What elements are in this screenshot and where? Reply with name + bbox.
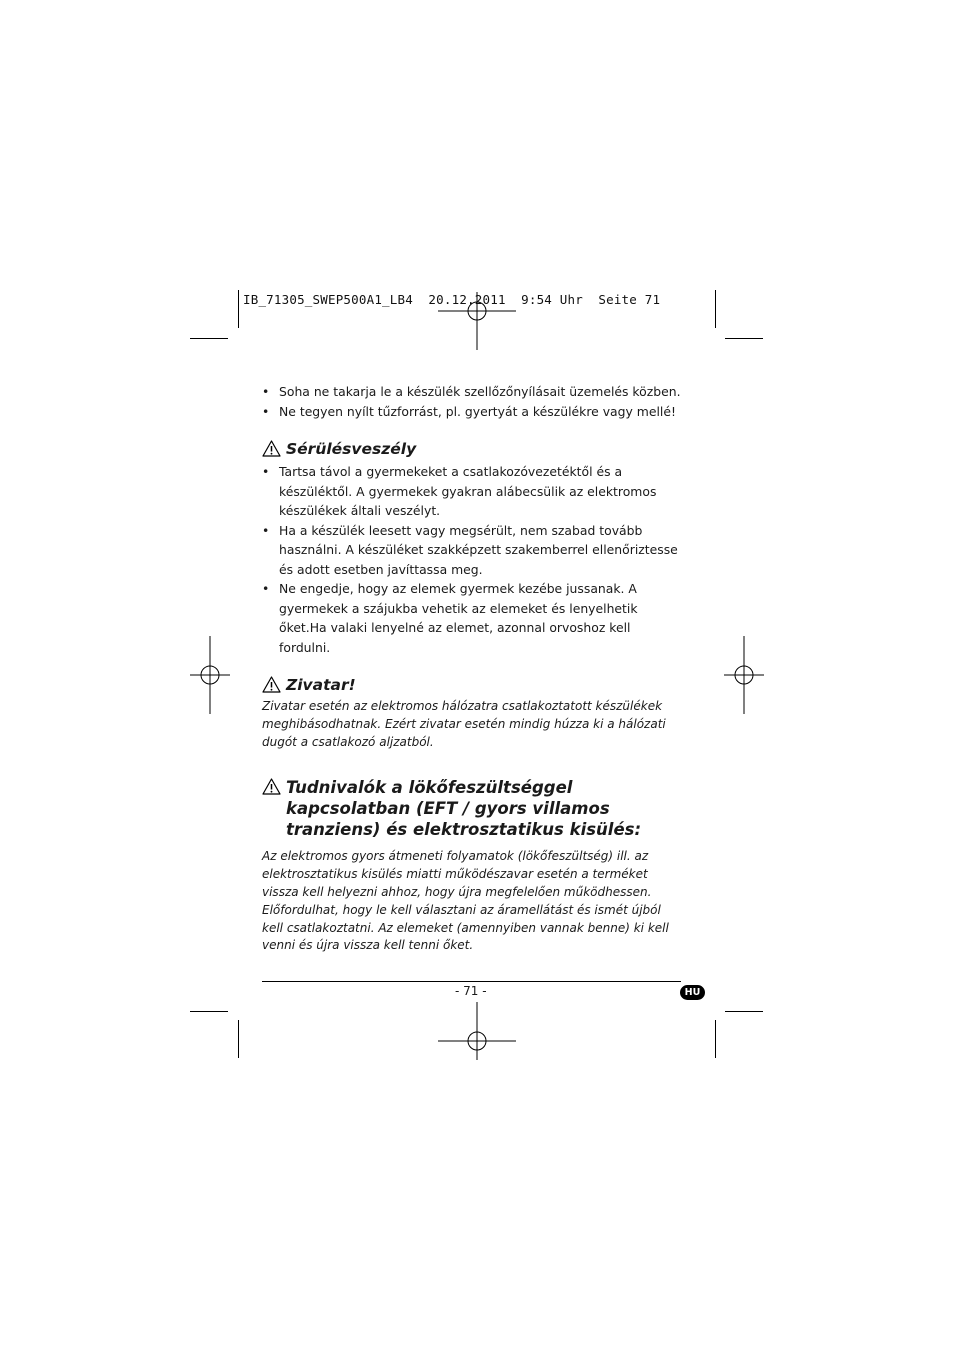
- crop-mark: [715, 290, 716, 328]
- list-item: • Ne engedje, hogy az elemek gyermek kezébe jussanak. A gyermekek a szájukba vehetik az elemeket és lenyelhetik őket.Ha valaki lenyelné az elemet, azonnal orvoshoz kell fordulni.: [262, 579, 682, 657]
- warning-triangle-icon: [262, 778, 281, 795]
- crop-mark: [715, 1020, 716, 1058]
- list-item: • Tartsa távol a gyermekeket a csatlakozóvezetéktől és a készüléktől. A gyermekek gyakran alábecsülik az elektromos készülékek általi veszélyt.: [262, 462, 682, 521]
- warning-triangle-icon: [262, 440, 281, 457]
- eft-text: Az elektromos gyors átmeneti folyamatok (lökőfeszültség) ill. az elektrosztatikus kisülés miatti működészavar esetén a terméket vissza kell helyezni ahhoz, hogy újra megfelelően működhessen. Előfordulhat, hogy le kell választani az áramellátást és ismét újból kell csatlakoztatni. Az elemeket (amennyiben vannak benne) ki kell venni és újra vissza kell tenni őket.: [262, 849, 669, 953]
- page-content: [262, 382, 682, 955]
- registration-mark-icon: [438, 1002, 516, 1080]
- crop-mark: [238, 290, 239, 328]
- section-heading-injury: Sérülésveszély: [262, 439, 682, 460]
- language-badge: HU: [680, 985, 705, 1000]
- thunderstorm-text: Zivatar esetén az elektromos hálózatra csatlakoztatott készülékek meghibásodhatnak. Ezért zivatar esetén mindig húzza ki a hálózati dugót a csatlakozó aljzatból.: [262, 699, 666, 749]
- list-item: • Ha a készülék leesett vagy megsérült, nem szabad tovább használni. A készüléket szakképzett szakemberrel ellenőriztesse és adott esetben javíttassa meg.: [262, 521, 682, 580]
- crop-mark: [190, 1011, 228, 1012]
- warning-triangle-icon: [262, 676, 281, 693]
- section-heading-eft: Tudnivalók a lökőfeszültséggel kapcsolatban (EFT / gyors villamos tranziens) és elektrosztatikus kisülés:: [262, 777, 682, 840]
- intro-list: [262, 382, 682, 421]
- section-heading-thunderstorm: Zivatar!: [262, 675, 682, 696]
- crop-mark: [190, 338, 228, 339]
- crop-mark: [725, 1011, 763, 1012]
- registration-mark-icon: [724, 636, 764, 714]
- list-item: • Soha ne takarja le a készülék szellőzőnyílásait üzemelés közben.: [262, 382, 682, 402]
- registration-mark-icon: [190, 636, 230, 714]
- list-item: • Ne tegyen nyílt tűzforrást, pl. gyertyát a készülékre vagy mellé!: [262, 402, 682, 422]
- print-slug: IB_71305_SWEP500A1_LB4 20.12.2011 9:54 Uhr Seite 71: [243, 292, 661, 307]
- registration-mark-icon: [438, 272, 516, 350]
- injury-list: [262, 462, 682, 657]
- crop-mark: [725, 338, 763, 339]
- crop-mark: [238, 1020, 239, 1058]
- footer-rule: [262, 981, 681, 982]
- page-number: - 71 -: [455, 984, 487, 998]
